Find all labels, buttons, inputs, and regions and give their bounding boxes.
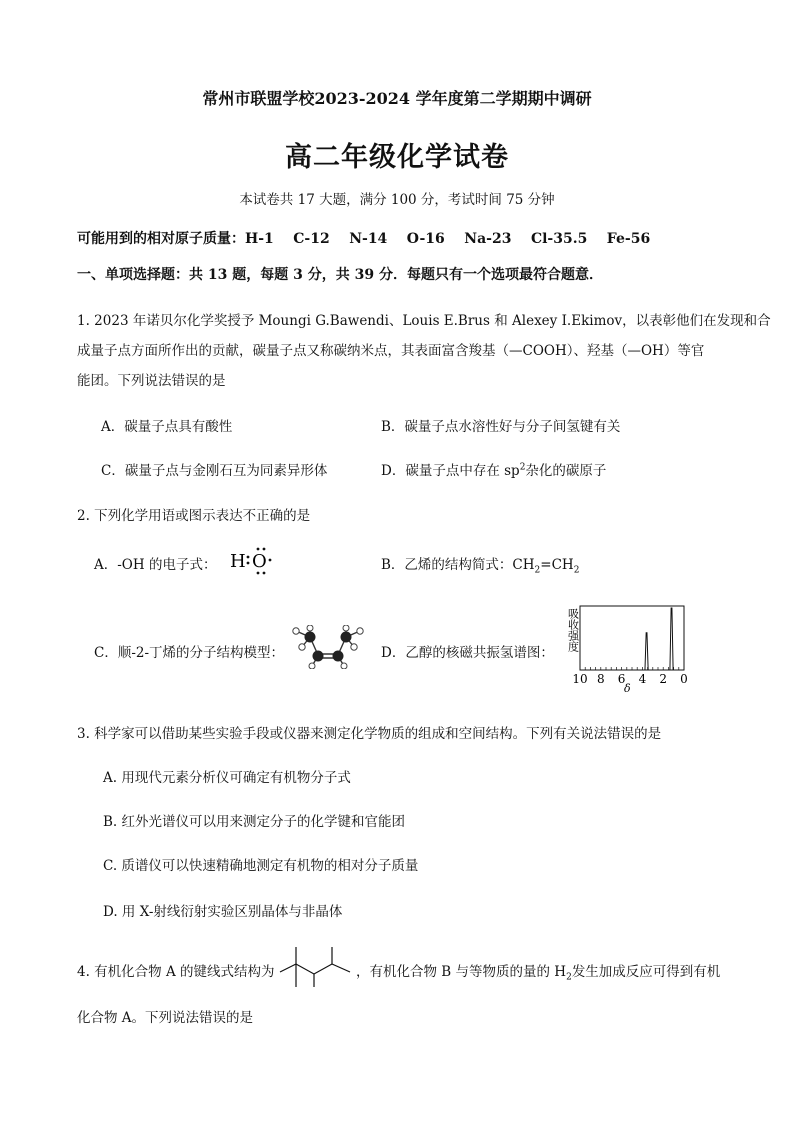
school-title: 常州市联盟学校2023-2024 学年度第二学期期中调研 <box>202 89 592 108</box>
compound-a-skeletal-formula <box>278 942 358 990</box>
q3-option-c: C. 质谱仪可以快速精确地测定有机物的相对分子质量 <box>103 858 419 874</box>
electron-dot <box>257 572 260 575</box>
q1-option-c: C．碳量子点与金刚石互为同素异形体 <box>101 463 328 479</box>
q1-option-d: D．碳量子点中存在 $sp^2$杂化的碳原子 <box>381 462 607 479</box>
nmr-tick-label: 8 <box>596 672 605 686</box>
exam-title: 高二年级化学试卷 <box>285 142 509 173</box>
nmr-y-axis-label: 吸收强度 <box>566 608 580 652</box>
electron-formula-graphic <box>229 543 279 577</box>
q1-line1: 1. 2023 年诺贝尔化学奖授予 Moungi G.Bawendi、Louis E.Brus 和 Alexey I.Ekimov，以表彰他们在发现和合 <box>77 313 771 329</box>
q2-option-d: D．乙醇的核磁共振氢谱图： <box>381 645 554 661</box>
q3-option-a: A. 用现代元素分析仪可确定有机物分子式 <box>103 770 351 786</box>
hydroxyl-electron-formula <box>229 543 279 577</box>
electron-dot <box>269 559 272 562</box>
q1-option-a: A．碳量子点具有酸性 <box>101 419 233 435</box>
electron-dot <box>247 562 250 565</box>
q2-option-c: C．顺-2-丁烯的分子结构模型： <box>94 645 285 661</box>
nmr-tick-label: 6 <box>617 672 626 686</box>
ball-stick-model <box>288 625 368 669</box>
q3-option-d: D. 用 X-射线衍射实验区别晶体与非晶体 <box>103 904 343 920</box>
nmr-peak <box>645 633 648 670</box>
electron-dot <box>257 548 260 551</box>
nmr-tick-label: 2 <box>659 672 668 686</box>
atomic-masses: 可能用到的相对原子质量：H-1 C-12 N-14 O-16 Na-23 Cl-35.5 Fe-56 <box>77 231 651 247</box>
electron-dot <box>263 572 266 575</box>
formula-o: O <box>252 551 267 572</box>
q1-option-b: B．碳量子点水溶性好与分子间氢键有关 <box>381 419 621 435</box>
q1-line2: 成量子点方面所作出的贡献，碳量子点又称碳纳米点，其表面富含羧基（—COOH）、羟基（—OH）等官 <box>77 343 705 359</box>
q4-stem-line2: 化合物 A。下列说法错误的是 <box>77 1010 254 1026</box>
nmr-plot-frame <box>580 606 684 670</box>
nmr-tick-label: 10 <box>572 672 588 686</box>
q4-stem-pre: 4. 有机化合物 A 的键线式结构为 <box>77 964 275 980</box>
nmr-x-axis-label: δ <box>624 682 631 694</box>
exam-info: 本试卷共 17 大题，满分 100 分，考试时间 75 分钟 <box>239 192 555 208</box>
cis-2-butene-model <box>288 625 368 669</box>
q3-stem: 3. 科学家可以借助某些实验手段或仪器来测定化学物质的组成和空间结构。下列有关说法错误的是 <box>77 726 662 742</box>
q3-option-b: B. 红外光谱仪可以用来测定分子的化学键和官能团 <box>103 814 406 830</box>
formula-h: H <box>230 551 246 572</box>
q4-stem-post: ，有机化合物 B 与等物质的量的 $H_2$发生加成反应可得到有机 <box>356 964 721 983</box>
section-1-heading: 一、单项选择题：共 13 题，每题 3 分，共 39 分．每题只有一个选项最符合题意． <box>77 267 603 283</box>
nmr-tick-label: 0 <box>680 672 688 686</box>
q1-line3: 能团。下列说法错误的是 <box>77 373 226 389</box>
nmr-spectrum-chart <box>560 598 690 694</box>
q2-stem: 2. 下列化学用语或图示表达不正确的是 <box>77 508 311 524</box>
q2-option-a: A．-OH 的电子式： <box>94 557 217 573</box>
electron-dot <box>247 556 250 559</box>
nmr-peak <box>670 608 673 670</box>
nmr-tick-label: 4 <box>638 672 647 686</box>
electron-dot <box>263 548 266 551</box>
q2-option-b: B．乙烯的结构简式：$CH_2=CH_2$ <box>381 557 580 576</box>
